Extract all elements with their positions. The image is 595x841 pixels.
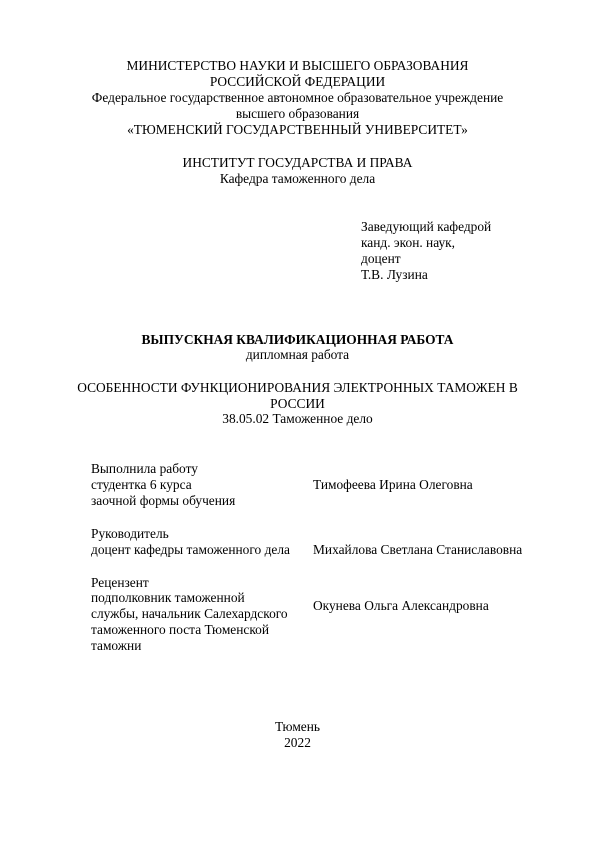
author-name: Тимофеева Ирина Олеговна (313, 477, 473, 492)
approval-rank: доцент (361, 251, 401, 266)
thesis-title-line-1: ОСОБЕННОСТИ ФУНКЦИОНИРОВАНИЯ ЭЛЕКТРОННЫХ ТАМОЖЕН В (77, 380, 518, 395)
reviewer-name: Окунева Ольга Александровна (313, 598, 489, 613)
ministry-line-1: МИНИСТЕРСТВО НАУКИ И ВЫСШЕГО ОБРАЗОВАНИЯ (126, 58, 469, 73)
approval-name: Т.В. Лузина (361, 267, 428, 282)
institution-type-line-2: высшего образования (235, 106, 360, 121)
reviewer-role-line-3: службы, начальник Салехардского (91, 606, 288, 621)
thesis-title-line-2: РОССИИ (270, 396, 325, 411)
work-type: ВЫПУСКНАЯ КВАЛИФИКАЦИОННАЯ РАБОТА (141, 332, 454, 347)
supervisor-name: Михайлова Светлана Станиславовна (313, 542, 523, 557)
author-role-line-1: Выполнила работу (91, 461, 198, 476)
supervisor-role-line-2: доцент кафедры таможенного дела (91, 542, 290, 557)
supervisor-role-line-1: Руководитель (91, 526, 169, 541)
institute-name: ИНСТИТУТ ГОСУДАРСТВА И ПРАВА (182, 155, 413, 170)
year: 2022 (284, 735, 311, 750)
university-name: «ТЮМЕНСКИЙ ГОСУДАРСТВЕННЫЙ УНИВЕРСИТЕТ» (127, 122, 468, 137)
department-name: Кафедра таможенного дела (219, 171, 376, 186)
reviewer-role-line-4: таможенного поста Тюменской (91, 622, 270, 637)
author-role-line-3: заочной формы обучения (91, 493, 236, 508)
work-subtype: дипломная работа (245, 347, 350, 362)
ministry-line-2: РОССИЙСКОЙ ФЕДЕРАЦИИ (209, 74, 386, 89)
reviewer-role-line-5: таможни (91, 638, 142, 653)
specialty: 38.05.02 Таможенное дело (222, 411, 373, 426)
author-role-line-2: студентка 6 курса (91, 477, 192, 492)
reviewer-role-line-1: Рецензент (91, 575, 149, 590)
institution-type-line-1: Федеральное государственное автономное образовательное учреждение (91, 90, 504, 105)
approval-position: Заведующий кафедрой (361, 219, 492, 234)
approval-degree: канд. экон. наук, (361, 235, 456, 250)
reviewer-role-line-2: подполковник таможенной (91, 590, 245, 605)
city: Тюмень (274, 719, 321, 734)
